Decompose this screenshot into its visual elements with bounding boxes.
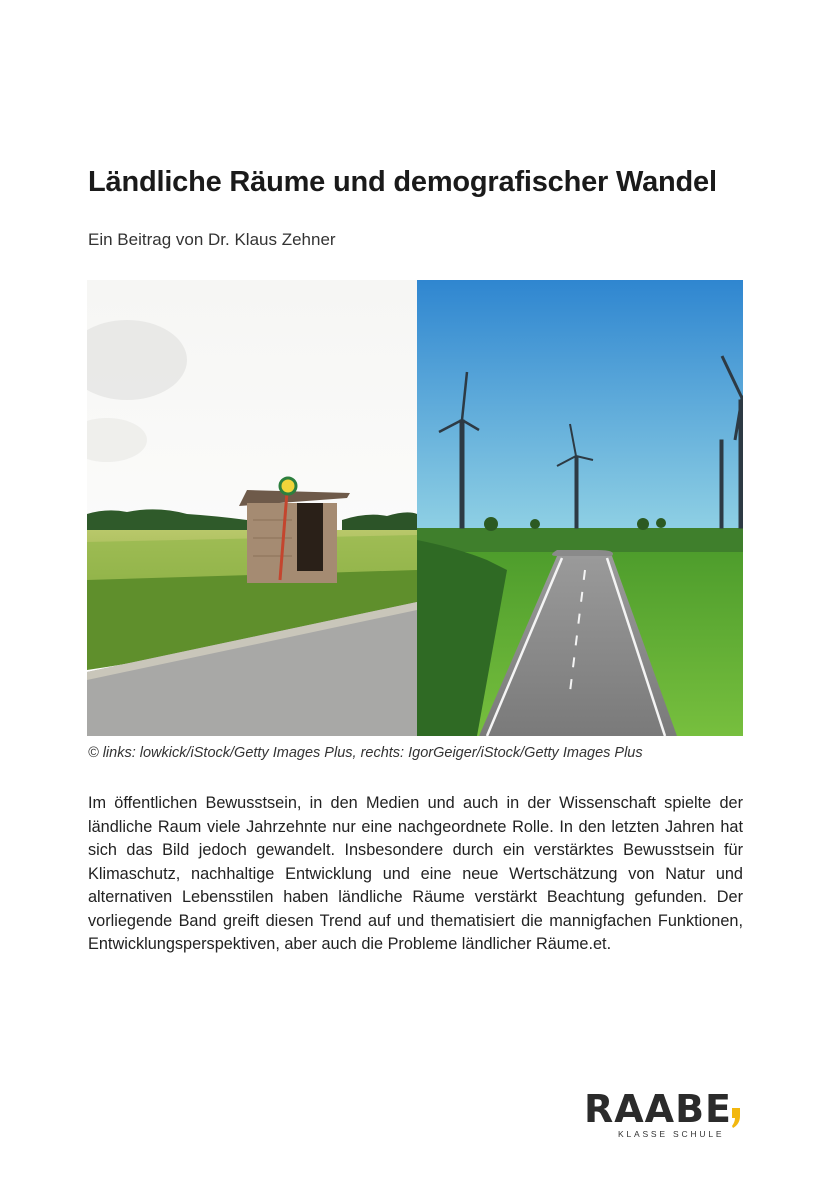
page-title: Ländliche Räume und demografischer Wandel [88, 166, 717, 198]
bus-stop-photo [87, 280, 417, 736]
intro-paragraph: Im öffentlichen Bewusstsein, in den Medien und auch in der Wissenschaft spielte der ländliche Raum viele Jahrzehnte nur eine nachgeordnete Rolle. In den letzten Jahren hat sich das Bild jedoch gewandelt. Insbesondere durch ein verstärktes Bewusstsein für Klimaschutz, nachhaltige Entwicklung und eine neue Wertschätzung von Natur und alternativen Lebensstilen haben ländliche Räume verstärkt Beachtung gefunden. Der vorliegende Band greift diesen Trend auf und thematisiert die mannigfachen Funktionen, Entwicklungsperspektiven, aber auch die Probleme ländlicher Räume.et. [88, 794, 743, 953]
wind-turbine-photo [417, 280, 743, 736]
logo-tagline: KLASSE SCHULE [618, 1129, 725, 1139]
logo-comma-icon [731, 1108, 741, 1128]
logo-wordmark: RAABE [584, 1087, 733, 1131]
photo-credit: © links: lowkick/iStock/Getty Images Plus, rechts: IgorGeiger/iStock/Getty Images Plus [88, 745, 643, 761]
cover-photos [87, 280, 743, 736]
author-line: Ein Beitrag von Dr. Klaus Zehner [88, 230, 336, 249]
raabe-logo [584, 1088, 749, 1140]
